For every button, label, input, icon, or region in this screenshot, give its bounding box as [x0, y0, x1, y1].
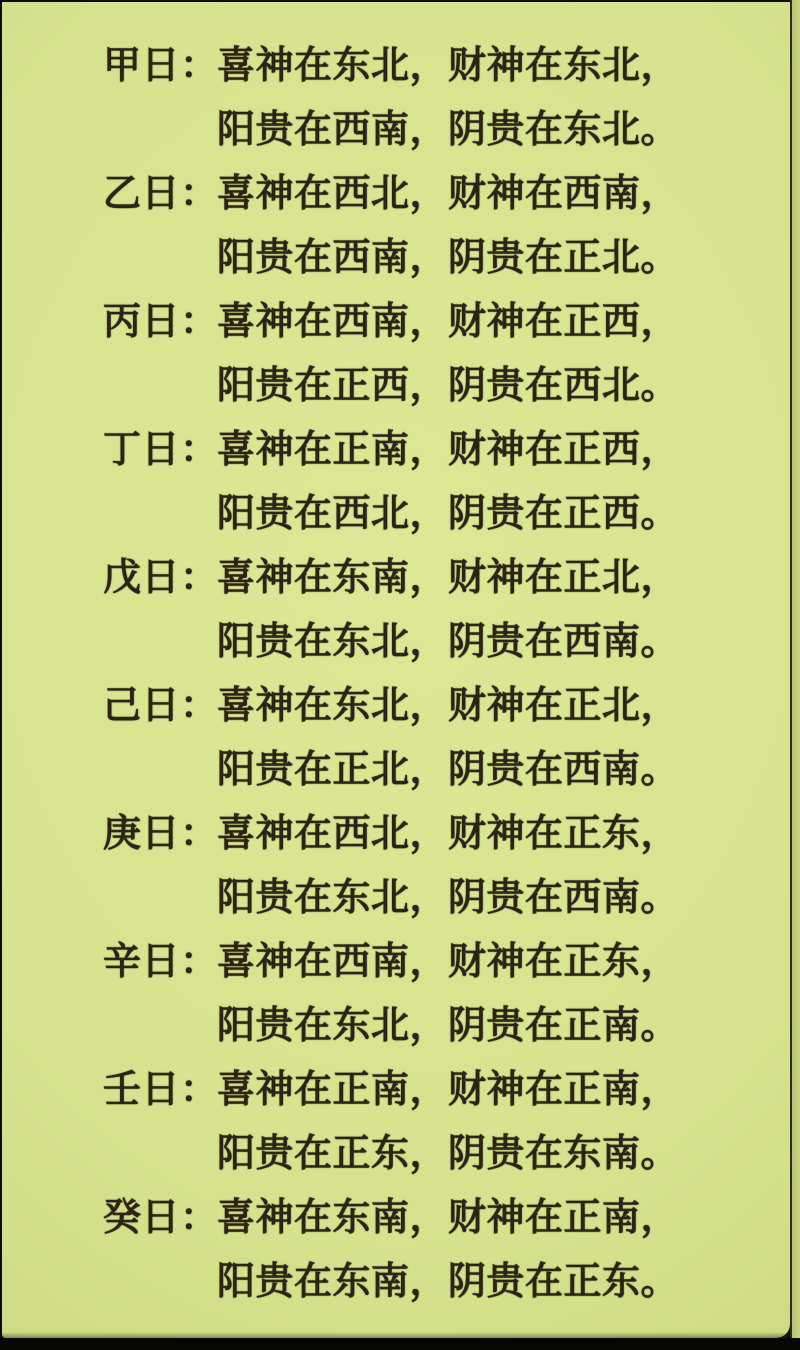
- entry-line1-text: 喜神在西北，财神在西南，: [217, 173, 680, 215]
- entry-line1-text: 喜神在正南，财神在正南，: [217, 1069, 680, 1111]
- right-edge-strip: [790, 0, 800, 1338]
- entry-line: [103, 1122, 790, 1186]
- entry-geng: [103, 802, 790, 930]
- entry-line2-text: 阳贵在东南，阴贵在正东。: [217, 1261, 680, 1303]
- entry-line2-text: 阳贵在正西，阴贵在西北。: [217, 365, 680, 407]
- entry-xin: [103, 930, 790, 1058]
- entry-wu: [103, 546, 790, 674]
- entry-line1-text: 喜神在西南，财神在正西，: [217, 301, 680, 343]
- bottom-black-bar: [0, 1338, 800, 1350]
- entry-line: [103, 930, 790, 994]
- entry-line2-text: 阳贵在西北，阴贵在正西。: [217, 493, 680, 535]
- entry-line: [103, 1250, 790, 1314]
- entry-line: [103, 1186, 790, 1250]
- entry-line1-text: 喜神在西南，财神在正东，: [217, 941, 680, 983]
- entry-line1-text: 喜神在正南，财神在正西，: [217, 429, 680, 471]
- entry-line: [103, 610, 790, 674]
- entry-line: [103, 546, 790, 610]
- entry-line2-text: 阳贵在正北，阴贵在西南。: [217, 749, 680, 791]
- entry-line2-text: 阳贵在东北，阴贵在正南。: [217, 1005, 680, 1047]
- entry-line1-text: 喜神在西北，财神在正东，: [217, 813, 680, 855]
- entry-ji: [103, 674, 790, 802]
- entry-line2-text: 阳贵在东北，阴贵在西南。: [217, 621, 680, 663]
- entry-ren: [103, 1058, 790, 1186]
- stem-label: 壬日：: [103, 1069, 219, 1111]
- entry-jia: [103, 34, 790, 162]
- entry-line1-text: 喜神在东南，财神在正南，: [217, 1197, 680, 1239]
- stem-label: 丙日：: [103, 301, 219, 343]
- stem-directions-list: [2, 2, 790, 1314]
- entry-line: [103, 1058, 790, 1122]
- stem-label: 庚日：: [103, 813, 219, 855]
- entry-line2-text: 阳贵在东北，阴贵在西南。: [217, 877, 680, 919]
- stem-label: 戊日：: [103, 557, 219, 599]
- entry-line: [103, 738, 790, 802]
- entry-line: [103, 674, 790, 738]
- entry-line: [103, 354, 790, 418]
- stem-label: 乙日：: [103, 173, 219, 215]
- stem-label: 甲日：: [103, 45, 219, 87]
- entry-bing: [103, 290, 790, 418]
- entry-line: [103, 418, 790, 482]
- entry-line: [103, 866, 790, 930]
- entry-line2-text: 阳贵在正东，阴贵在东南。: [217, 1133, 680, 1175]
- entry-line1-text: 喜神在东北，财神在东北，: [217, 45, 680, 87]
- entry-line: [103, 34, 790, 98]
- entry-line: [103, 802, 790, 866]
- entry-line: [103, 994, 790, 1058]
- stem-label: 己日：: [103, 685, 219, 727]
- stem-label: 辛日：: [103, 941, 219, 983]
- entry-line: [103, 162, 790, 226]
- stem-label: 癸日：: [103, 1197, 219, 1239]
- entry-yi: [103, 162, 790, 290]
- entry-line: [103, 482, 790, 546]
- entry-line: [103, 226, 790, 290]
- entry-line: [103, 290, 790, 354]
- entry-line2-text: 阳贵在西南，阴贵在东北。: [217, 109, 680, 151]
- entry-line: [103, 98, 790, 162]
- entry-line1-text: 喜神在东南，财神在正北，: [217, 557, 680, 599]
- entry-ding: [103, 418, 790, 546]
- entry-line1-text: 喜神在东北，财神在正北，: [217, 685, 680, 727]
- entry-gui: [103, 1186, 790, 1314]
- stem-label: 丁日：: [103, 429, 219, 471]
- entry-line2-text: 阳贵在西南，阴贵在正北。: [217, 237, 680, 279]
